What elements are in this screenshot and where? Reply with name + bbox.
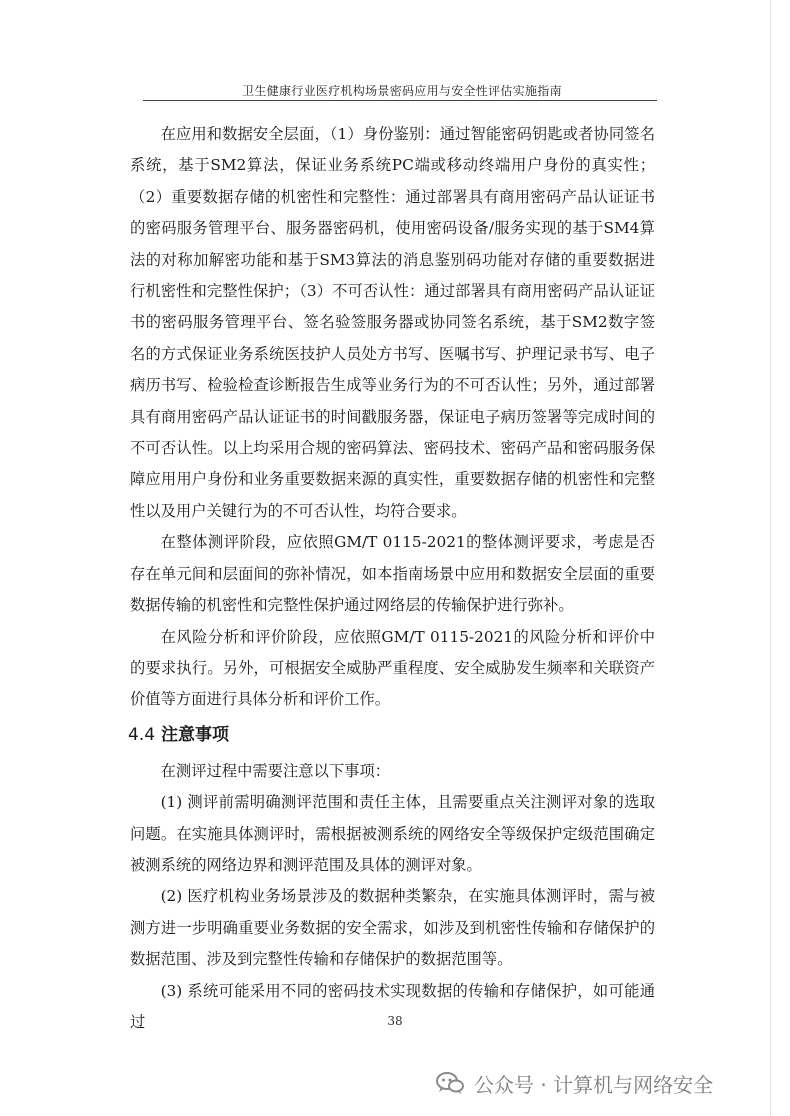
list-item: (3) 系统可能采用不同的密码技术实现数据的传输和存储保护，如可能通过 <box>130 981 655 1031</box>
body-paragraph: 在风险分析和评价阶段，应依照GM/T 0115-2021的风险分析和评价中的要求执行。另外，可根据安全威胁严重程度、安全威胁发生频率和关联资产价值等方面进行具体分析和评价工作。 <box>130 627 655 709</box>
body-paragraph: 在应用和数据安全层面，（1）身份鉴别：通过智能密码钥匙或者协同签名系统，基于SM2算法，保证业务系统PC端或移动终端用户身份的真实性；（2）重要数据存储的机密性和完整性：通过部署具有商用密码产品认证证书的密码服务管理平台、服务器密码机，使用密码设备/服务实现的基于SM4算法的对称加解密功能和基于SM3算法的消息鉴别码功能对存储的重要数据进行机密性和完整性保护；（3）不可否认性：通过部署具有商用密码产品认证证书的密码服务管理平台、签名验签服务器或协同签名系统，基于SM2数字签名的方式保证业务系统医技护人员处方书写、医嘱书写、护理记录书写、电子病历书写、检验检查诊断报告生成等业务行为的不可否认性；另外，通过部署具有商用密码产品认证证书的时间戳服务器，保证电子病历签署等完成时间的不可否认性。以上均采用合规的密码算法、密码技术、密码产品和密码服务保障应用用户身份和业务重要数据来源的真实性，重要数据存储的机密性和完整性以及用户关键行为的不可否认性，均符合要求。 <box>130 125 655 520</box>
watermark-text: 公众号 · 计算机与网络安全 <box>474 1072 714 1097</box>
page-body <box>130 119 655 1038</box>
body-paragraph: 在测评过程中需要注意以下事项： <box>160 761 391 780</box>
page-number: 38 <box>387 1014 403 1028</box>
body-paragraph: 在整体测评阶段，应依照GM/T 0115-2021的整体测评要求，考虑是否存在单元间和层面间的弥补情况，如本指南场景中应用和数据安全层面的重要数据传输的机密性和完整性保护通过网络层的传输保护进行弥补。 <box>130 533 655 615</box>
list-item: (2) 医疗机构业务场景涉及的数据种类繁杂，在实施具体测评时，需与被测方进一步明确重要业务数据的安全需求，如涉及到机密性传输和存储保护的数据范围、涉及到完整性传输和存储保护的数据范围等。 <box>130 887 655 969</box>
wechat-official-account-icon <box>435 1071 465 1095</box>
watermark <box>435 1068 713 1098</box>
section-title: 注意事项 <box>161 724 230 745</box>
list-item: (1) 测评前需明确测评范围和责任主体，且需要重点关注测评对象的选取问题。在实施具体测评时，需根据被测系统的网络安全等级保护定级范围确定被测系统的网络边界和测评范围及具体的测评对象。 <box>130 793 655 874</box>
scan-edge-line <box>770 0 771 1116</box>
running-header: 卫生健康行业医疗机构场景密码应用与安全性评估实施指南 <box>242 84 562 98</box>
section-heading <box>128 717 655 753</box>
header-rule <box>143 100 657 101</box>
section-number: 4.4 <box>128 724 156 745</box>
